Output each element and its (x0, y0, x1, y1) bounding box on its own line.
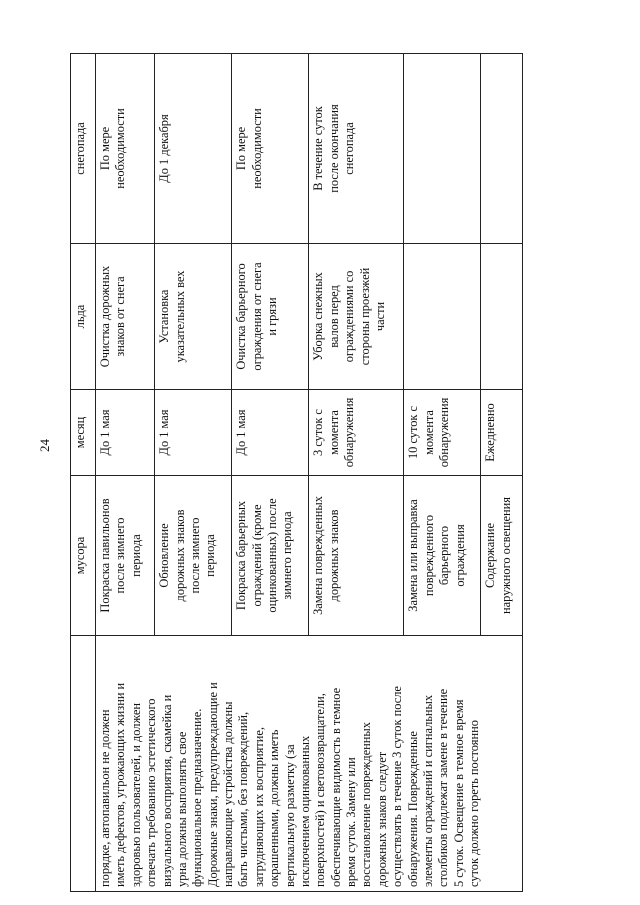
text-line: поврежденного (421, 514, 436, 597)
text-line: восстановление поврежденных (359, 722, 374, 887)
text-line: По мере (234, 126, 249, 171)
work-name-cell (232, 476, 309, 636)
winter-work-cell (155, 244, 232, 390)
text-line: оцинкованных) после (265, 498, 280, 613)
work-name-cell (96, 476, 155, 636)
header-cell-text (71, 636, 96, 892)
text-line: отвечать требованию эстетического (144, 698, 159, 887)
text-line: элементы ограждений и сигнальных (420, 694, 435, 887)
text-line: Очистка барьерного (234, 263, 249, 370)
text-line: ограждений (кроме (249, 504, 264, 607)
deadline-cell (232, 54, 309, 244)
winter-work-cell (309, 244, 404, 390)
text-line: По мере (98, 126, 112, 171)
text-line: исключением оцинкованных (297, 735, 312, 887)
text-line: направляющие устройства должны (221, 701, 235, 887)
term-cell (232, 390, 309, 476)
deadline-cell (155, 54, 232, 244)
text-line: дорожных знаков (326, 509, 341, 602)
term-cell (96, 390, 155, 476)
work-name-cell (404, 476, 481, 636)
text-line: после зимнего (113, 517, 128, 594)
text-line: здоровью пользователей, и должен (128, 703, 143, 887)
text-line: Обновление (157, 523, 172, 588)
text-line: необходимости (113, 108, 128, 189)
text-line: столбиков подлежат замене в течение (436, 688, 451, 887)
deadline-cell (96, 54, 155, 244)
text-line: 3 суток с (311, 409, 326, 456)
text-line: Замена или выправка (406, 499, 421, 612)
rotated-page-content (70, 54, 523, 892)
text-line: поверхностей) и световозвращатели, (313, 693, 328, 887)
table-row (96, 54, 155, 892)
header-cell-term: месяц (71, 390, 96, 476)
winter-work-cell (481, 244, 523, 390)
winter-work-cell (404, 244, 481, 390)
text-line: после окончания (326, 104, 341, 193)
text-line: Покраска павильонов (98, 498, 112, 613)
term-cell (155, 390, 232, 476)
work-name-cell (309, 476, 404, 636)
text-line: обеспечивающие видимость в темное (328, 687, 343, 887)
requirements-text-cell (96, 636, 523, 892)
work-name-cell (481, 476, 523, 636)
text-line: функциональное предназначение. (190, 708, 205, 887)
page-number: 24 (37, 439, 52, 452)
text-line: момента (326, 410, 341, 455)
text-line: периода (128, 534, 143, 577)
text-line: 5 суток. Освещение в темное время (451, 699, 466, 887)
text-line: зимнего периода (280, 511, 295, 600)
text-line: До 1 мая (234, 409, 249, 456)
term-cell (404, 390, 481, 476)
text-line: Содержание (483, 523, 498, 588)
text-line: обнаружения. Поврежденные (405, 731, 420, 887)
text-line: снегопада (342, 122, 357, 175)
text-line: дорожных знаков следует (374, 751, 389, 887)
work-name-cell (155, 476, 232, 636)
header-cell-deadline: снегопада (71, 54, 96, 244)
text-line: обнаружения (342, 397, 357, 468)
text-line: урна должны выполнять свое (174, 731, 189, 887)
term-cell (309, 390, 404, 476)
winter-work-cell (232, 244, 309, 390)
text-line: обнаружения (437, 397, 452, 468)
text-line: ограждения (452, 524, 467, 587)
text-line: визуального восприятия, скамейка и (159, 694, 174, 887)
text-line: Уборка снежных (311, 272, 326, 361)
text-line: порядке, автопавильон не должен (98, 709, 112, 887)
text-line: после зимнего (188, 517, 203, 594)
text-line: барьерного (437, 525, 452, 586)
maintenance-table (70, 53, 523, 892)
text-line: ограждения от снега (249, 262, 264, 371)
text-line: До 1 мая (98, 409, 112, 456)
text-line: Ежедневно (483, 403, 498, 462)
text-line: Замена поврежденных (311, 496, 326, 615)
text-line: момента (421, 410, 436, 455)
text-line: быть чистыми, без повреждений, (236, 711, 251, 887)
text-line: Дорожные знаки, предупреждающие и (205, 682, 220, 887)
text-line: валов перед (326, 285, 341, 348)
header-cell-sub: льда (71, 244, 96, 390)
text-line: Установка (157, 289, 172, 344)
text-line: необходимости (249, 108, 264, 189)
header-cell-name: мусора (71, 476, 96, 636)
text-line: осуществлять в течение 3 суток после (390, 686, 405, 887)
text-line: время суток. Замену или (344, 757, 358, 887)
winter-work-cell (96, 244, 155, 390)
text-line: вертикальную разметку (за (282, 744, 297, 887)
text-line: и грязи (265, 297, 280, 336)
deadline-cell (309, 54, 404, 244)
text-line: части (372, 301, 387, 332)
text-line: До 1 декабря (157, 114, 172, 183)
text-line: Очистка дорожных (98, 265, 112, 368)
term-cell (481, 390, 523, 476)
text-line: иметь дефектов, угрожающих жизни и (113, 682, 128, 887)
text-line: До 1 мая (157, 409, 172, 456)
text-line: Покраска барьерных (234, 500, 249, 611)
text-line: окрашенными, должны иметь (267, 729, 282, 887)
text-line: суток должно гореть постоянно (467, 720, 481, 887)
header-row (71, 54, 96, 892)
text-line: ограждениями со (342, 270, 357, 363)
text-line: дорожных знаков (172, 509, 187, 602)
deadline-cell (404, 54, 481, 244)
text-line: наружного освещения (498, 497, 513, 614)
deadline-cell (481, 54, 523, 244)
text-line: В течение суток (311, 106, 326, 191)
text-line: указательных вех (172, 270, 187, 363)
text-line: знаков от снега (113, 276, 128, 357)
text-line: затрудняющих их восприятие, (251, 727, 266, 887)
text-line: периода (203, 534, 218, 577)
text-line: 10 суток с (406, 405, 421, 460)
text-line: стороны проезжей (357, 267, 372, 366)
